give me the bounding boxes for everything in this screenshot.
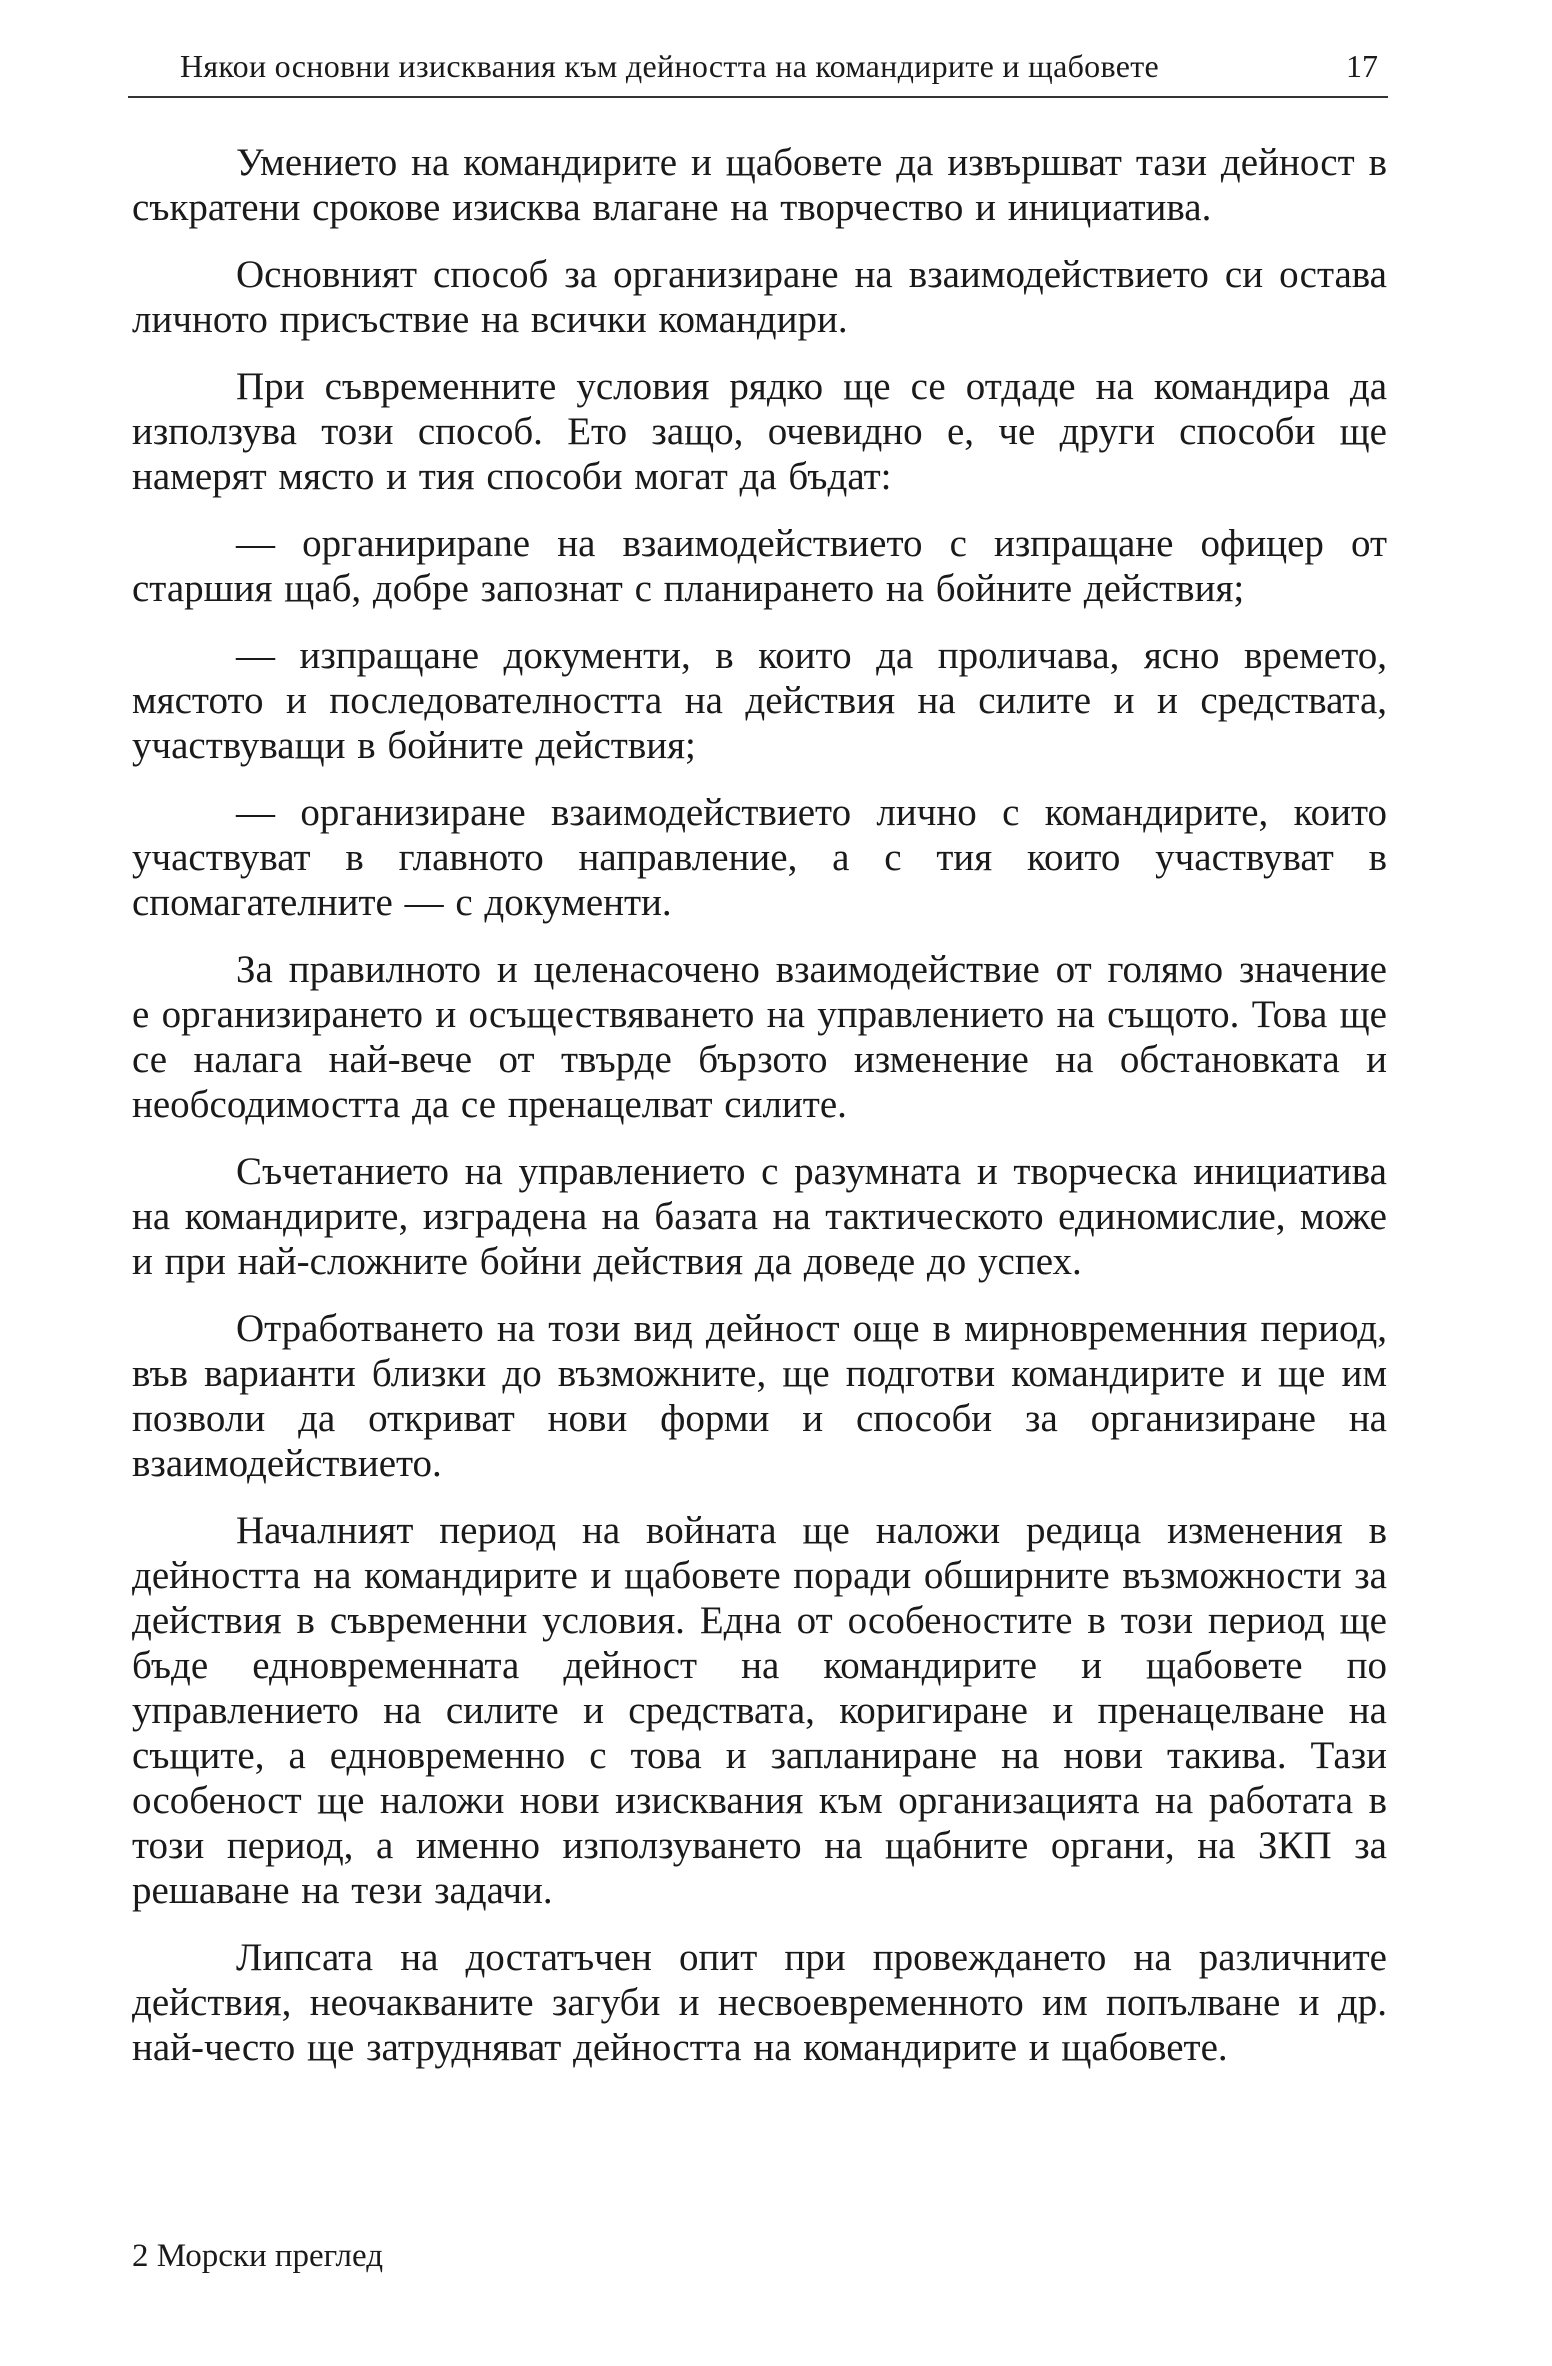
- signature-mark: 2 Морски преглед: [132, 2238, 383, 2274]
- page-number: 17: [1346, 48, 1378, 84]
- paragraph: Основният способ за организиране на взаимодействието си остава личното присъствие на всички командири.: [132, 253, 1387, 341]
- paragraph: Умението на командирите и щабовете да извършват тази дейност в съкратени срокове изисква влагане на творчество и инициатива.: [132, 141, 1387, 229]
- list-item: — изпращане документи, в които да проличава, ясно времето, мястото и последователността на действия на силите и и средствата, участвуващи в бойните действия;: [132, 634, 1387, 767]
- paragraph: Отработването на този вид дейност още в мирновременния период, във варианти близки до възможните, ще подготви командирите и ще им позволи да откриват нови форми и способи за организиране на взаимодействието.: [132, 1307, 1387, 1485]
- paragraph: За правилното и целенасочено взаимодействие от голямо значение е организирането и осъществяването на управлението на същото. Това ще се налага най-вече от твърде бързото изменение на обстановката и необсодимостта да се пренацелват силите.: [132, 948, 1387, 1126]
- paragraph: Началният период на войната ще наложи редица изменения в дейността на командирите и щабовете поради обширните възможности за действия в съвременни условия. Една от особеностите в този период ще бъде едновременната дейност на командирите и щабовете по управлението на силите и средствата, коригиране и пренацелване на същите, а едновременно с това и запланиране на нови такива. Тази особеност ще наложи нови изисквания към организацията на работата в този период, а именно използуването на щабните органи, на ЗКП за решаване на тези задачи.: [132, 1509, 1387, 1912]
- paragraph: Липсата на достатъчен опит при провеждането на различните действия, неочакваните загуби и несвоевременното им попълване и др. най-често ще затрудняват дейността на командирите и щабовете.: [132, 1936, 1387, 2069]
- list-item: — организиране взаимодействието лично с командирите, които участвуват в главното направление, а с тия които участвуват в спомагателните — с документи.: [132, 791, 1387, 924]
- running-header: [128, 44, 1388, 98]
- body-text: [132, 140, 1387, 2092]
- running-title: Някои основни изисквания към дейността на командирите и щабовете: [180, 48, 1159, 84]
- paragraph: Съчетанието на управлението с разумната и творческа инициатива на командирите, изградена на базата на тактическото единомислие, може и при най-сложните бойни действия да доведе до успех.: [132, 1150, 1387, 1283]
- paragraph: При съвременните условия рядко ще се отдаде на командира да използува този способ. Ето защо, очевидно е, че други способи ще намерят място и тия способи могат да бъдат:: [132, 365, 1387, 498]
- list-item: — органирираne на взаимодействието с изпращане офицер от старшия щаб, добре запознат с планирането на бойните действия;: [132, 522, 1387, 610]
